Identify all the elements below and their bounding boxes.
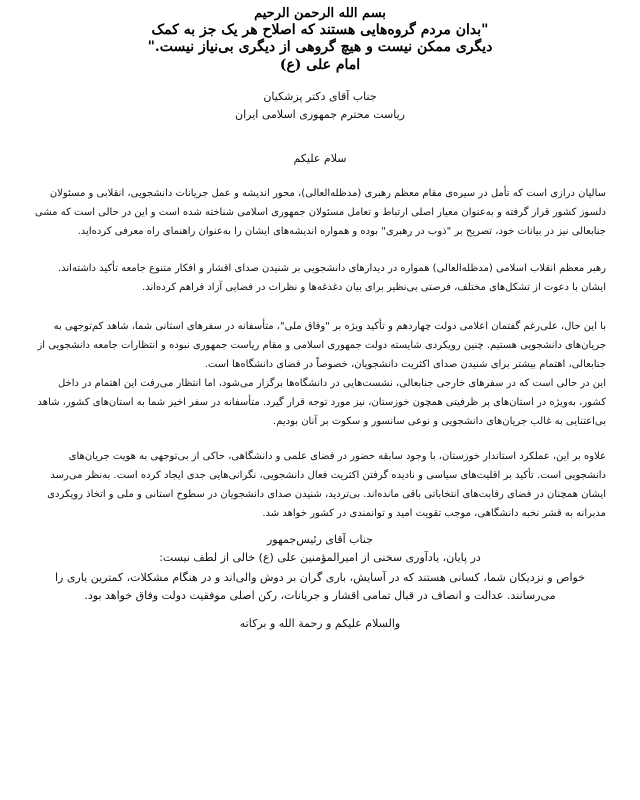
salutation: سلام علیکم [293, 152, 347, 165]
addressee-block [34, 88, 606, 124]
closing-intro: در پایان، یادآوری سخنی از امیرالمؤمنین علی (ع) خالی از لطف نیست: [159, 551, 481, 564]
quote-line-1: "بدان مردم گروه‌هایی هستند که اصلاح هر یک جز به کمک [151, 22, 489, 38]
basmala: بسم الله الرحمن الرحیم [254, 6, 386, 21]
paragraph-2: رهبر معظم انقلاب اسلامی (مدظله‌العالی) همواره در دیدارهای دانشجویی بر شنیدن صدای اقشار و افکار متنوع جامعه تأکید داشته‌اند. ایشان با دعوت از تشکل‌های مختلف، فرصتی بی‌نظیر برای بیان دغدغه‌ها و نظرات در فضایی آزاد فراهم کرده‌اند. [57, 263, 606, 293]
paragraph-4: این در حالی است که در سفرهای خارجی جنابعالی، نشست‌هایی در دانشگاه‌ها برگزار می‌شود، اما انتظار می‌رفت این اهتمام در داخل کشور، به‌ویژه در استان‌های پر ظرفیتی همچون خوزستان، نیز مورد توجه قرار گیرد. متأسفانه در سفر اخیر شما به استان‌های کشور، شاهد بی‌اعتنایی به غالب جریان‌های دانشجویی و نوعی سانسور و سکوت بر آنان بودیم. [37, 378, 606, 427]
paragraph-3: با این حال، علی‌رغم گفتمان اعلامی دولت چهاردهم و تأکید ویژه بر "وفاق ملی"، متأسفانه در سفرهای استانی شما، شاهد کم‌توجهی به جریان‌های دانشجویی هستیم. چنین رویکردی شایسته دولت جمهوری اسلامی و مقام ریاست جمهوری نبوده و انتظارات جامعه دانشجویی از جنابعالی، اهتمام بیشتر برای شنیدن صدای اکثریت دانشجویان، خصوصاً در فضای دانشگاه‌ها است. [37, 321, 606, 370]
paragraph-1: سالیان درازی است که تأمل در سیره‌ی مقام معظم رهبری (مدظله‌العالی)، محور اندیشه و عمل جریانات دانشجویی، انقلابی و مسئولان دلسوز کشور قرار گرفته و به‌عنوان معیار اصلی ارتباط و تعامل مسئولان جمهوری اسلامی شناخته شده است و این در حالی است که مشی جنابعالی نیز در بیانات خود، تصریح بر "ذوب در رهبری" بوده و همواره اندیشه‌های ایشان را به‌عنوان راهنمای راه معرفی کرده‌اید. [34, 188, 606, 237]
closing-body: خواص و نزدیکان شما، کسانی هستند که در آسایش، باری گران بر دوش والی‌اند و در هنگام مشکلات، کمترین یاری را می‌رسانند. عدالت و انصاف در قبال تمامی اقشار و جریانات، رکن اصلی موفقیت دولت وفاق خواهد بود. [55, 571, 585, 602]
addressee-name: جناب آقای دکتر پزشکیان [263, 90, 377, 103]
closing-heading: جناب آقای رئیس‌جمهور [266, 533, 374, 546]
paragraph-5: علاوه بر این، عملکرد استاندار خوزستان، با وجود سابقه حضور در فضای علمی و دانشگاهی، حاکی از بی‌توجهی به هویت جریان‌های دانشجویی است. تأکید بر اقلیت‌های سیاسی و نادیده گرفتن اکثریت فعال دانشجویی، نگرانی‌هایی جدی ایجاد کرده است. به‌نظر می‌رسد ایشان همچنان در فضای رقابت‌های انتخاباتی باقی مانده‌اند. بی‌تردید، شنیدن صدای دانشجویان در سطوح استانی و ملی و اتخاذ رویکردی مدبرانه به قشر نخبه دانشگاهی، موجب تقویت امید و توانمندی در کشور خواهد شد. [47, 451, 606, 519]
quote-line-2: دیگری ممکن نیست و هیچ گروهی از دیگری بی‌نیاز نیست." [147, 39, 493, 55]
quote-attribution: امام علی (ع) [279, 57, 361, 73]
addressee-title: ریاست محترم جمهوری اسلامی ایران [235, 108, 405, 121]
letter-header [34, 6, 606, 74]
signoff: والسلام علیکم و رحمة الله و برکاته [239, 617, 401, 630]
